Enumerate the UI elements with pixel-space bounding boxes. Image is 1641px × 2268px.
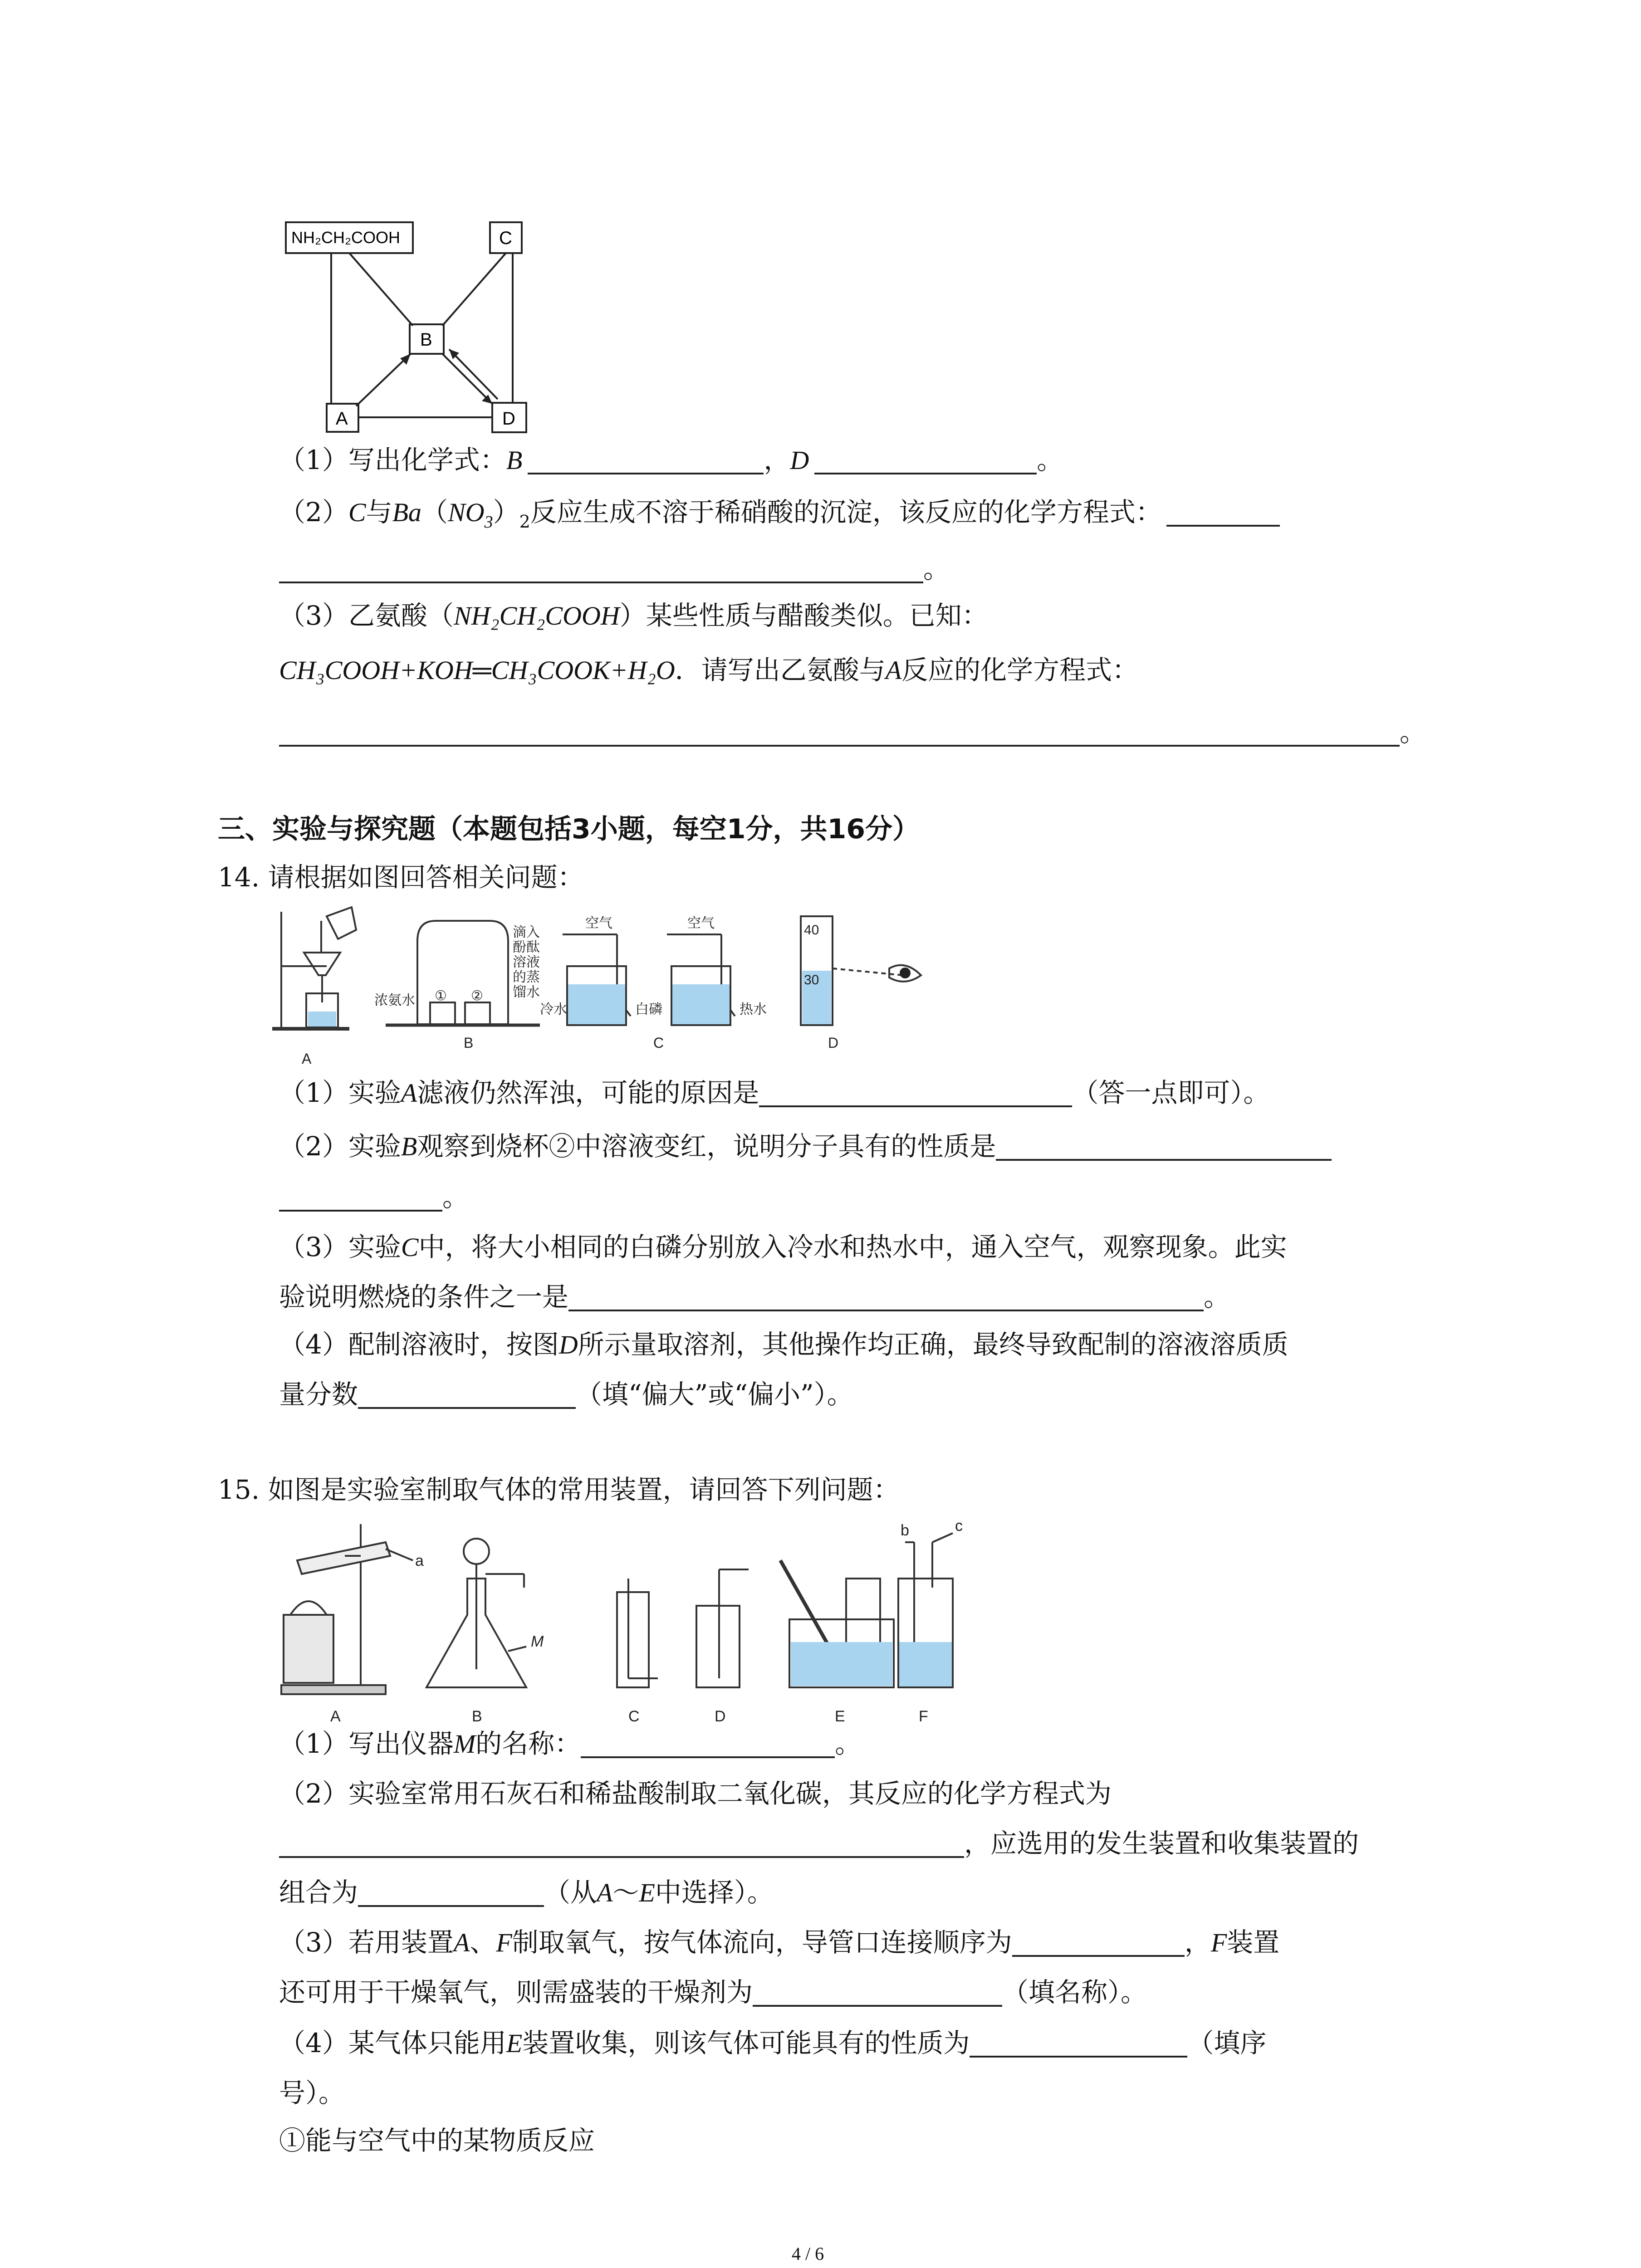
q15-fig-a: A — [330, 1708, 341, 1725]
q14-part1: （1）实验A滤液仍然浑浊，可能的原因是 （答一点即可）。 — [279, 1077, 1270, 1108]
q15-fig-c: C — [628, 1708, 640, 1725]
q15-part2-line2: ，应选用的发生装置和收集装置的 — [279, 1830, 1359, 1858]
page-number: 4 / 6 — [792, 2244, 824, 2264]
q14-beaker-1: ① — [435, 988, 447, 1003]
q14-answer-2-blank-cont[interactable] — [279, 1209, 442, 1212]
q15-label-b-port: b — [901, 1522, 909, 1539]
q15-fig-e: E — [835, 1708, 845, 1725]
q13-part2-line2: 。 — [279, 556, 950, 583]
q14-label-drip-2: 酚酞 — [513, 940, 540, 955]
q14-label-air-1: 空气 — [585, 916, 612, 931]
q15-label-c-port: c — [955, 1517, 963, 1535]
q15-tube-order-blank[interactable] — [1012, 1955, 1185, 1957]
q15-fig-b: B — [472, 1708, 482, 1725]
q15-part3: （3）若用装置A、F制取氧气，按气体流向，导管口连接顺序为 ，F装置 — [279, 1927, 1280, 1958]
q15-instrument-name-blank[interactable] — [581, 1756, 835, 1758]
q15-label-a-port: a — [415, 1552, 424, 1569]
q13-node-glycine: NH₂CH₂COOH — [291, 228, 400, 247]
q15-part4-line2: 号）。 — [279, 2077, 345, 2108]
q14-label-drip-3: 溶液 — [513, 955, 540, 970]
q15-part2: （2）实验室常用石灰石和稀盐酸制取二氧化碳，其反应的化学方程式为 — [279, 1778, 1112, 1809]
section3-title: 三、实验与探究题（本题包括3小题，每空1分，共16分） — [218, 813, 920, 845]
q14-part4-line2: 量分数 （填“偏大”或“偏小”）。 — [279, 1379, 853, 1410]
q14-fig-b: B — [464, 1035, 474, 1051]
q13-answer-d-blank[interactable] — [814, 472, 1037, 474]
q14-label-drip-4: 的蒸 — [513, 970, 540, 985]
q14-label-drip-5: 馏水 — [513, 985, 540, 1000]
q15-part3-line2: 还可用于干燥氧气，则需盛装的干燥剂为 （填名称）。 — [279, 1977, 1147, 2008]
q14-title: 14. 请根据如图回答相关问题： — [218, 862, 584, 893]
q14-answer-1-blank[interactable] — [759, 1105, 1072, 1107]
q15-part4: （4）某气体只能用E装置收集，则该气体可能具有的性质为 （填序 — [279, 2028, 1267, 2058]
q15-co2-equation-blank[interactable] — [279, 1856, 964, 1858]
q13-glycine-equation-blank[interactable] — [279, 744, 1400, 747]
q15-fig-f: F — [919, 1708, 928, 1725]
q13-relation-diagram — [272, 213, 554, 440]
q13-node-c: C — [499, 228, 512, 248]
q14-tick-30: 30 — [804, 973, 819, 987]
q13-part3-line3: 。 — [279, 719, 1426, 747]
q14-answer-2-blank[interactable] — [996, 1158, 1332, 1161]
q14-label-white-p: 白磷 — [635, 1002, 662, 1017]
q15-desiccant-blank[interactable] — [753, 2004, 1002, 2007]
q14-part2-line2: 。 — [279, 1184, 469, 1212]
q14-fig-a: A — [302, 1051, 312, 1067]
q14-part3-line2: 验说明燃烧的条件之一是 。 — [279, 1281, 1230, 1312]
q15-title: 15. 如图是实验室制取气体的常用装置，请回答下列问题： — [218, 1474, 900, 1505]
q14-answer-4-blank[interactable] — [358, 1407, 576, 1409]
q15-option-1: ①能与空气中的某物质反应 — [279, 2125, 595, 2156]
q14-label-air-2: 空气 — [687, 916, 715, 931]
q15-gas-property-blank[interactable] — [970, 2055, 1187, 2058]
q14-answer-3-blank[interactable] — [568, 1309, 1204, 1311]
q14-part2: （2）实验B观察到烧杯②中溶液变红，说明分子具有的性质是 — [279, 1133, 1332, 1161]
q14-label-hot: 热水 — [740, 1002, 767, 1017]
q14-figure — [272, 903, 930, 1070]
q14-fig-c: C — [653, 1035, 664, 1051]
q13-node-a: A — [336, 409, 348, 429]
q15-label-m: M — [531, 1633, 544, 1650]
q13-node-b: B — [420, 330, 432, 350]
q13-equation-blank-1[interactable] — [1166, 524, 1280, 527]
q13-answer-b-blank[interactable] — [528, 472, 764, 474]
q15-part1: （1）写出仪器M的名称： 。 — [279, 1728, 862, 1759]
q15-part2-line3: 组合为 （从A～E中选择）。 — [279, 1877, 774, 1908]
q13-part3-equation: CH₃COOH+KOH═CH₃COOK+H₂O．请写出乙氨酸与A反应的化学方程式： — [279, 655, 1139, 685]
q14-label-ammonia: 浓氨水 — [374, 993, 415, 1008]
q15-figure — [272, 1515, 1043, 1733]
q14-beaker-2: ② — [471, 988, 483, 1003]
q14-tick-40: 40 — [804, 923, 819, 938]
q14-part3: （3）实验C中，将大小相同的白磷分别放入冷水和热水中，通入空气，观察现象。此实 — [279, 1232, 1287, 1262]
q13-part1: （1）写出化学式：B ，D 。 — [279, 445, 1063, 475]
q14-fig-d: D — [828, 1035, 839, 1051]
q14-label-drip-1: 滴入 — [513, 925, 540, 940]
q15-fig-d: D — [715, 1708, 726, 1725]
q14-label-cold: 冷水 — [540, 1002, 567, 1017]
q13-node-d: D — [502, 409, 515, 429]
q13-equation-blank-2[interactable] — [279, 581, 923, 583]
q14-part4: （4）配制溶液时，按图D所示量取溶剂，其他操作均正确，最终导致配制的溶液溶质质 — [279, 1329, 1288, 1360]
q13-part2: （2）C与$Ba(NO_3)_2$反应生成不溶于稀硝酸的沉淀，该反应的化学方程式： — [279, 499, 1280, 531]
q13-part3: （3）乙氨酸（NH₂CH₂COOH）某些性质与醋酸类似。已知： — [279, 600, 988, 631]
q15-apparatus-combo-blank[interactable] — [358, 1905, 544, 1907]
